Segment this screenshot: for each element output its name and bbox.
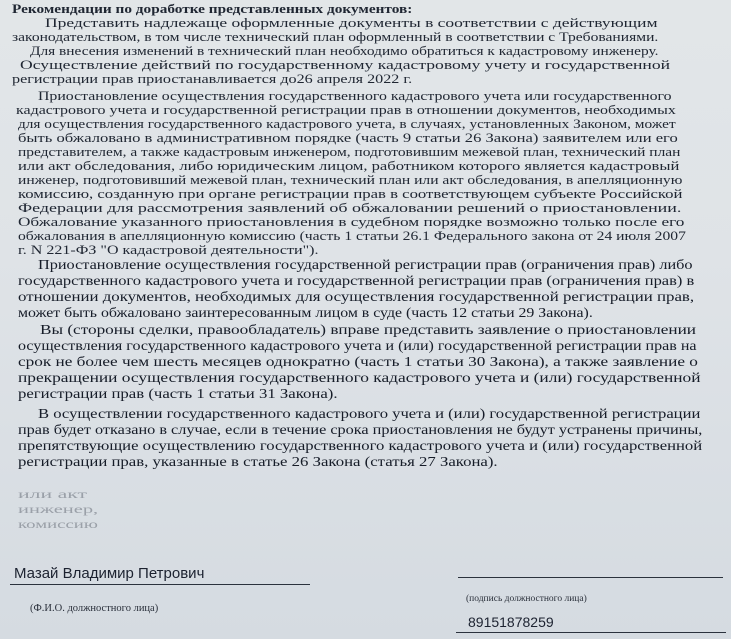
doc-heading: Рекомендации по доработке представленных документов: <box>12 2 413 16</box>
doc-line: представителем, а также кадастровым инженером, подготовившим межевой план, технический план <box>18 145 681 159</box>
doc-line: Представить надлежаще оформленные документы в соответствии с действующим <box>45 16 658 30</box>
doc-line: Обжалование указанного приостановления в судебном порядке возможно только после его <box>18 215 685 229</box>
doc-line: быть обжаловано в административном порядке (часть 9 статьи 26 Закона) заявителем или его <box>18 131 678 145</box>
doc-line: Осуществление действий по государственному кадастровому учету и государственной <box>20 58 671 72</box>
bleed-through-text: инженер, <box>18 504 99 516</box>
doc-line: обжалования в апелляционную комиссию (часть 1 статьи 26.1 Федерального закона от 24 июля 2007 <box>18 229 686 243</box>
doc-line: осуществления государственного кадастрового учета и (или) государственной регистрации прав на <box>18 338 697 353</box>
bleed-through-text: или акт <box>18 489 88 501</box>
doc-line: или акт обследования, либо юридическим лицом, работником которого является кадастровый <box>18 159 680 173</box>
doc-line: прекращении осуществления государственного кадастрового учета и (или) государственной <box>18 370 701 385</box>
doc-line: препятствующие осуществлению государственного кадастрового учета и (или) государственной <box>18 438 703 453</box>
doc-line: Приостановление осуществления государственной регистрации прав (ограничения прав) либо <box>38 257 693 272</box>
doc-line: комиссию, созданную при органе регистрации прав в соответствующем субъекте Российской <box>18 187 683 201</box>
doc-line: Для внесения изменений в технический план необходимо обратиться к кадастровому инженеру. <box>30 44 659 58</box>
doc-line: г. N 221-ФЗ "О кадастровой деятельности"). <box>18 243 319 257</box>
doc-line: прав будет отказано в случае, если в течение срока приостановления не будут устранены причины, <box>18 422 703 437</box>
doc-line: Приостановление осуществления государственного кадастрового учета или государственного <box>38 89 672 103</box>
doc-line: отношении документов, необходимых для осуществления государственной регистрации прав, <box>18 289 695 304</box>
phone-number: 89151878259 <box>468 614 554 630</box>
phone-underline <box>456 632 726 633</box>
doc-line: регистрации прав, указанные в статье 26 Закона (статья 27 Закона). <box>18 454 498 469</box>
signature-line <box>458 577 723 578</box>
name-caption: (Ф.И.О. должностного лица) <box>30 603 159 614</box>
signature-caption: (подпись должностного лица) <box>466 594 587 604</box>
name-underline <box>10 584 310 585</box>
doc-line: инженер, подготовивший межевой план, технический план или акт обследования, в апелляционную <box>18 173 683 187</box>
bleed-through-text: комиссию <box>18 519 98 531</box>
doc-line: срок не более чем шесть месяцев однократно (часть 1 статьи 30 Закона), а также заявление о <box>18 354 698 369</box>
doc-line: регистрации прав (часть 1 статьи 31 Закона). <box>18 386 338 401</box>
doc-line: может быть обжаловано заинтересованным лицом в суде (часть 12 статьи 29 Закона). <box>18 305 593 320</box>
official-name: Мазай Владимир Петрович <box>14 565 205 582</box>
doc-line: законодательством, в том числе технический план оформленный в соответствии с Требованиями. <box>12 30 659 44</box>
doc-line: для осуществления государственного кадастрового учета, в случаях, установленных Законом, может <box>18 117 676 131</box>
doc-line: регистрации прав приостанавливается до26 апреля 2022 г. <box>12 72 413 86</box>
doc-line: государственного кадастрового учета и государственной регистрации прав (ограничения прав) в <box>18 273 695 288</box>
doc-line: Вы (стороны сделки, правообладатель) вправе представить заявление о приостановлении <box>40 322 697 337</box>
doc-line: кадастрового учета и государственной регистрации прав в отношении документов, необходимых <box>16 103 676 117</box>
doc-line: Федерации для рассмотрения заявлений об обжаловании решений о приостановлении. <box>18 201 682 215</box>
doc-line: В осуществлении государственного кадастрового учета и (или) государственной регистрации <box>38 406 701 421</box>
